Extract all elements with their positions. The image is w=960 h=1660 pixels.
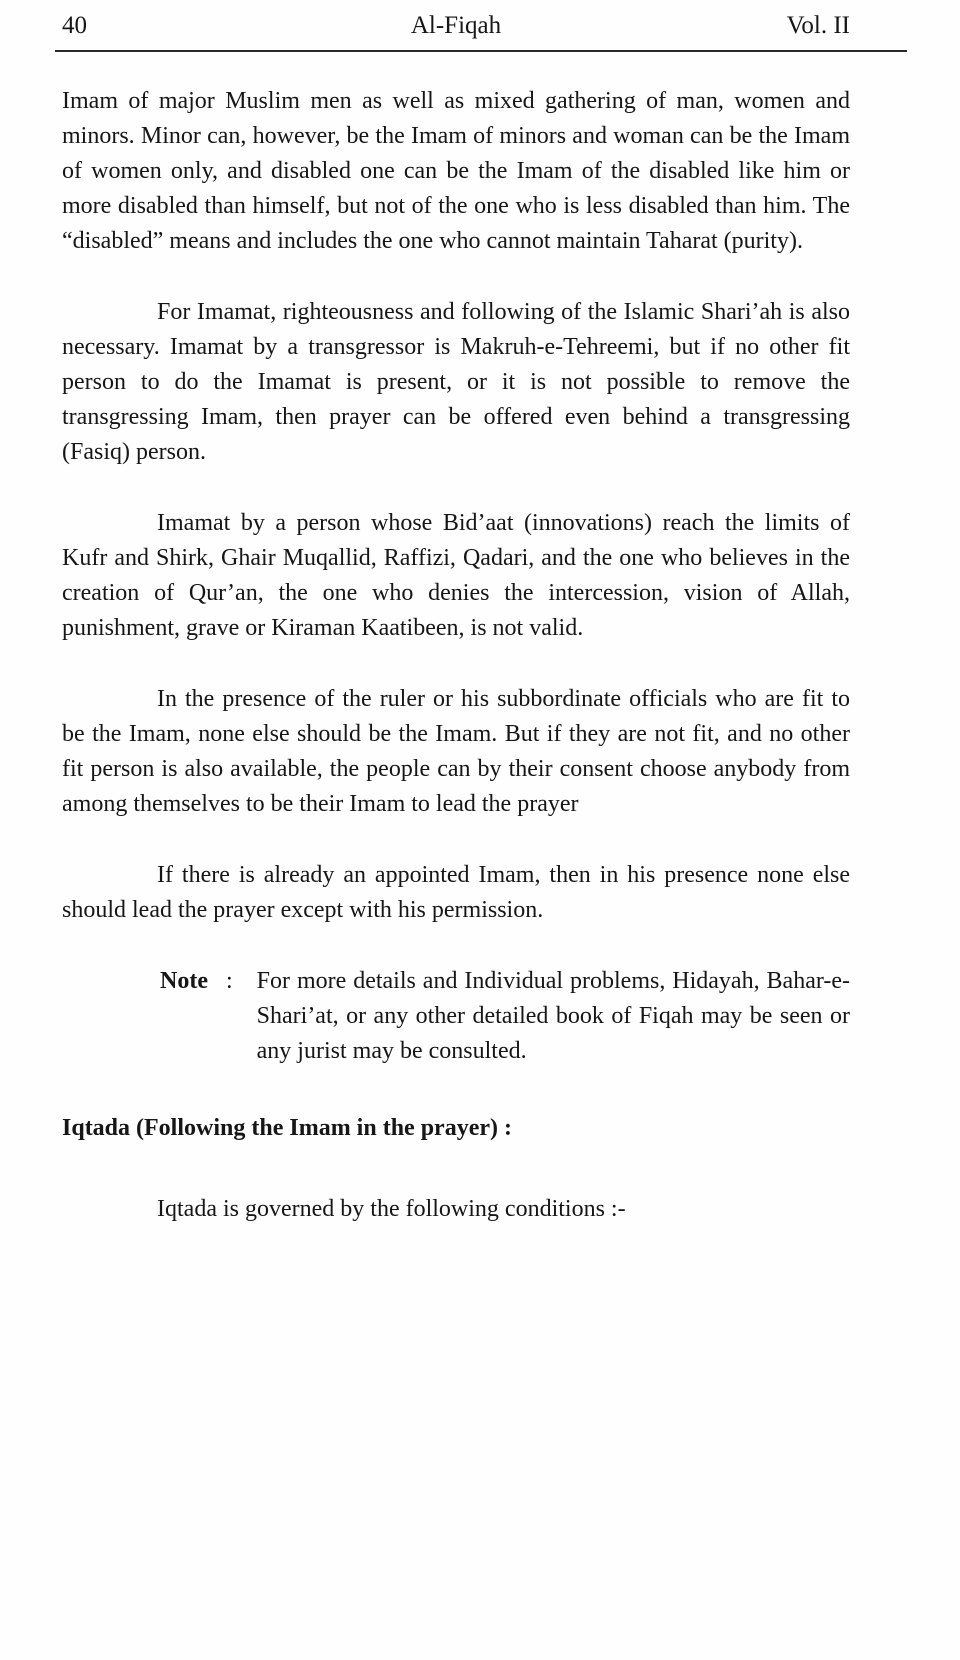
paragraph-presence-of-ruler: In the presence of the ruler or his subbordinate officials who are fit to be the Imam, none else should be the Imam. But if they are not fit, and no other fit person is also available, the people can by their consent choose anybody from among themselves to be their Imam to lead the prayer xyxy=(62,686,850,817)
volume-label: Vol. II xyxy=(786,12,851,39)
closing-paragraph: Iqtada is governed by the following conditions :- xyxy=(157,1196,626,1222)
page-body xyxy=(62,52,850,1227)
note-block xyxy=(160,964,850,1069)
page-number: 40 xyxy=(62,12,87,39)
section-heading-iqtada: Iqtada (Following the Imam in the prayer) : xyxy=(62,1115,512,1141)
note-text: For more details and Individual problems, Hidayah, Bahar-e-Shari’at, or any other detailed book of Fiqah may be seen or any jurist may be consulted. xyxy=(256,968,850,1064)
page-header xyxy=(62,10,850,42)
note-label: Note xyxy=(160,968,208,994)
paragraph-imamat-bidaat: Imamat by a person whose Bid’aat (innovations) reach the limits of Kufr and Shirk, Ghair Muqallid, Raffizi, Qadari, and the one who believes in the creation of Qur’an, the one who denies the intercession, vision of Allah, punishment, grave or Kiraman Kaatibeen, is not valid. xyxy=(62,510,850,641)
paragraph-appointed-imam: If there is already an appointed Imam, then in his presence none else should lead the prayer except with his permission. xyxy=(62,862,850,923)
note-colon: : xyxy=(225,968,233,994)
book-title: Al-Fiqah xyxy=(410,12,502,39)
paragraph-for-imamat: For Imamat, righteousness and following of the Islamic Shari’ah is also necessary. Imamat by a transgressor is Makruh-e-Tehreemi, but if no other fit person to do the Imamat is present, or it is not possible to remove the transgressing Imam, then prayer can be offered even behind a transgressing (Fasiq) person. xyxy=(62,299,850,465)
paragraph-imam-of-major: Imam of major Muslim men as well as mixed gathering of man, women and minors. Minor can, however, be the Imam of minors and woman can be the Imam of women only, and disabled one can be the Imam of the disabled like him or more disabled than himself, but not of the one who is less disabled than him. The “disabled” means and includes the one who cannot maintain Taharat (purity). xyxy=(62,88,850,254)
